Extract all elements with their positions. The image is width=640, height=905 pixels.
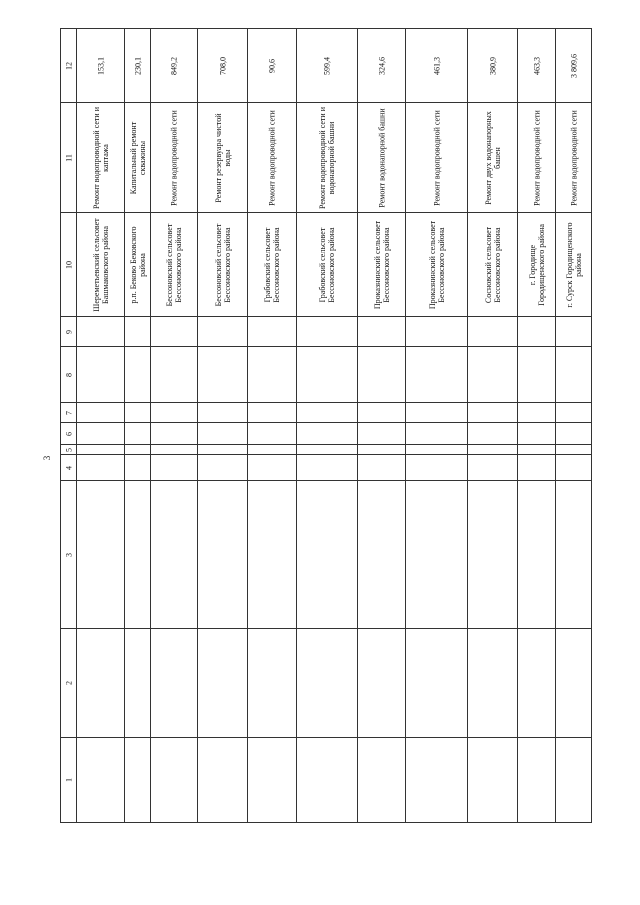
cell-area: р.п. Беково Бековского района — [128, 225, 147, 304]
cell-work: Ремонт водопроводной сети и каптажа — [91, 106, 110, 209]
table-cell — [197, 480, 248, 629]
table-cell — [555, 480, 592, 629]
cell-work: Ремонт водопроводной сети — [432, 109, 441, 206]
table-cell — [357, 212, 406, 317]
table-cell — [76, 422, 125, 445]
table-cell — [555, 212, 592, 317]
table-cell — [247, 480, 297, 629]
cell-value: 463,3 — [532, 56, 541, 75]
table-cell — [150, 212, 198, 317]
table-cell — [296, 737, 358, 823]
column-header — [60, 346, 77, 403]
table-cell — [150, 402, 198, 423]
table-cell — [467, 212, 518, 317]
table-cell — [357, 628, 406, 738]
table-cell — [197, 737, 248, 823]
cell-work: Ремонт водопроводной сети и водонапорной башни — [318, 106, 336, 209]
table-cell — [296, 422, 358, 445]
column-header-label: 10 — [64, 260, 73, 269]
cell-area: Шереметьевский сельсовет Башмаковского района — [91, 217, 110, 312]
table-cell — [150, 628, 198, 738]
cell-area: Бессоновский сельсовет Бессоновского района — [213, 223, 232, 306]
table-cell — [76, 628, 125, 738]
table-cell — [247, 28, 297, 103]
table-cell — [555, 422, 592, 445]
table-cell — [150, 102, 198, 213]
table-cell — [150, 28, 198, 103]
cell-value: 230,1 — [133, 56, 142, 75]
column-header-label: 9 — [64, 329, 73, 334]
table-cell — [76, 402, 125, 423]
column-header-label: 3 — [64, 552, 73, 557]
table-cell — [296, 402, 358, 423]
table-cell — [247, 346, 297, 403]
table-cell — [76, 316, 125, 347]
table-cell — [405, 316, 468, 347]
cell-value: 461,3 — [432, 56, 441, 75]
column-header-label: 5 — [64, 447, 73, 452]
table-cell — [517, 628, 556, 738]
table-cell — [197, 102, 248, 213]
table-cell — [467, 628, 518, 738]
table-cell — [405, 737, 468, 823]
table-cell — [357, 402, 406, 423]
table-cell — [357, 454, 406, 481]
table-cell — [76, 346, 125, 403]
table-cell — [247, 737, 297, 823]
cell-value: 849,2 — [169, 56, 179, 75]
column-header — [60, 402, 77, 423]
cell-area: г. Сурск Городищенского района — [564, 221, 583, 308]
cell-work: Ремонт водопроводной сети — [267, 109, 277, 206]
cell-work: Ремонт двух водонапорных башен — [483, 110, 502, 205]
cell-work: Ремонт водопроводной сети — [169, 109, 179, 206]
table-cell — [197, 346, 248, 403]
cell-work: Ремонт резервуара чистой воды — [213, 112, 232, 203]
table-cell — [247, 316, 297, 347]
table-cell — [405, 402, 468, 423]
table-cell — [296, 212, 358, 317]
table-cell — [517, 346, 556, 403]
table-cell — [467, 316, 518, 347]
table-cell — [247, 628, 297, 738]
table-cell — [555, 628, 592, 738]
table-cell — [555, 454, 592, 481]
cell-work: Ремонт водопроводной сети — [532, 109, 541, 206]
column-header-label: 6 — [64, 431, 73, 436]
table-cell — [405, 454, 468, 481]
column-header-label: 1 — [64, 778, 73, 782]
column-header — [60, 422, 77, 445]
page-number: 3 — [42, 455, 52, 461]
table-cell — [296, 346, 358, 403]
table-cell — [150, 316, 198, 347]
table-cell — [405, 212, 468, 317]
table-cell — [405, 628, 468, 738]
table-cell — [76, 454, 125, 481]
table-cell — [197, 628, 248, 738]
table-cell — [467, 422, 518, 445]
table-cell — [357, 480, 406, 629]
cell-area: Сосновский сельсовет Бессоновского района — [483, 226, 502, 303]
table-cell — [357, 102, 406, 213]
table-cell — [467, 737, 518, 823]
table-cell — [76, 102, 125, 213]
table-cell — [76, 737, 125, 823]
column-header — [60, 212, 77, 317]
table-cell — [296, 454, 358, 481]
table-cell — [197, 422, 248, 445]
column-header — [60, 102, 77, 213]
cell-area: Проказнинский сельсовет Бессоновского района — [372, 220, 391, 309]
table-cell — [555, 28, 592, 103]
table-cell — [150, 480, 198, 629]
cell-value: 380,9 — [488, 56, 497, 75]
table-cell — [555, 316, 592, 347]
table-cell — [247, 402, 297, 423]
cell-work: Ремонт водонапорной башни — [377, 107, 386, 208]
table-cell — [357, 316, 406, 347]
table-cell — [197, 454, 248, 481]
cell-work: Капитальный ремонт скважины — [128, 121, 147, 194]
column-header-label: 12 — [64, 61, 73, 70]
table-cell — [357, 737, 406, 823]
table-cell — [76, 212, 125, 317]
table-cell — [517, 480, 556, 629]
table-cell — [124, 480, 151, 629]
cell-area: Проказнинский сельсовет Бессоновского района — [427, 220, 446, 309]
table-cell — [150, 346, 198, 403]
table-cell — [555, 102, 592, 213]
table-cell — [405, 102, 468, 213]
table-cell — [124, 628, 151, 738]
table-cell — [150, 737, 198, 823]
cell-area: Бессоновский сельсовет Бессоновского района — [165, 223, 183, 306]
cell-value: 90,6 — [267, 58, 277, 73]
table-cell — [124, 422, 151, 445]
table-cell — [517, 212, 556, 317]
table-cell — [150, 422, 198, 445]
table-cell — [357, 28, 406, 103]
table-cell — [197, 28, 248, 103]
table-cell — [124, 737, 151, 823]
table-cell — [124, 212, 151, 317]
table-cell — [467, 402, 518, 423]
table-cell — [517, 316, 556, 347]
table-cell — [124, 28, 151, 103]
table-cell — [124, 102, 151, 213]
table-cell — [517, 422, 556, 445]
table-cell — [124, 454, 151, 481]
table-cell — [517, 454, 556, 481]
column-header — [60, 316, 77, 347]
table-cell — [405, 480, 468, 629]
column-header-label: 2 — [64, 681, 73, 685]
table-cell — [124, 402, 151, 423]
table-cell — [467, 102, 518, 213]
table-cell — [247, 422, 297, 445]
table-cell — [405, 28, 468, 103]
table-cell — [124, 316, 151, 347]
table-cell — [150, 454, 198, 481]
cell-value: 3 809,6 — [569, 53, 578, 78]
table-cell — [197, 212, 248, 317]
table-cell — [124, 346, 151, 403]
table-cell — [517, 28, 556, 103]
column-header — [60, 454, 77, 481]
table-cell — [517, 402, 556, 423]
table-cell — [296, 316, 358, 347]
table-cell — [197, 402, 248, 423]
table-cell — [467, 480, 518, 629]
table-cell — [76, 28, 125, 103]
table-cell — [296, 28, 358, 103]
table-cell — [197, 316, 248, 347]
column-header — [60, 737, 77, 823]
table-cell — [405, 422, 468, 445]
table-cell — [467, 454, 518, 481]
table-cell — [467, 28, 518, 103]
cell-area: Грабовский сельсовет Бессоновского района — [263, 226, 281, 303]
table-cell — [467, 346, 518, 403]
cell-value: 708,0 — [218, 56, 227, 75]
table-cell — [357, 422, 406, 445]
table-cell — [247, 212, 297, 317]
table-cell — [555, 346, 592, 403]
table-cell — [555, 402, 592, 423]
column-header-label: 7 — [64, 410, 73, 415]
table-cell — [296, 628, 358, 738]
cell-area: г. Городище Городищенского района — [527, 223, 546, 306]
table-cell — [296, 480, 358, 629]
table-cell — [517, 737, 556, 823]
cell-value: 153,1 — [96, 56, 105, 75]
table-cell — [76, 480, 125, 629]
cell-work: Ремонт водопроводной сети — [569, 109, 578, 206]
column-header-label: 8 — [64, 372, 73, 377]
column-header-label: 4 — [64, 465, 73, 470]
table-cell — [405, 346, 468, 403]
table-cell — [555, 737, 592, 823]
column-header-label: 11 — [64, 153, 73, 162]
table-cell — [247, 454, 297, 481]
table-cell — [357, 346, 406, 403]
cell-value: 599,4 — [322, 56, 332, 75]
table-cell — [517, 102, 556, 213]
column-header — [60, 28, 77, 103]
cell-value: 324,6 — [377, 56, 386, 75]
table-cell — [296, 102, 358, 213]
column-header — [60, 480, 77, 629]
table-cell — [247, 102, 297, 213]
cell-area: Грабовский сельсовет Бессоновского района — [318, 226, 336, 303]
column-header — [60, 628, 77, 738]
